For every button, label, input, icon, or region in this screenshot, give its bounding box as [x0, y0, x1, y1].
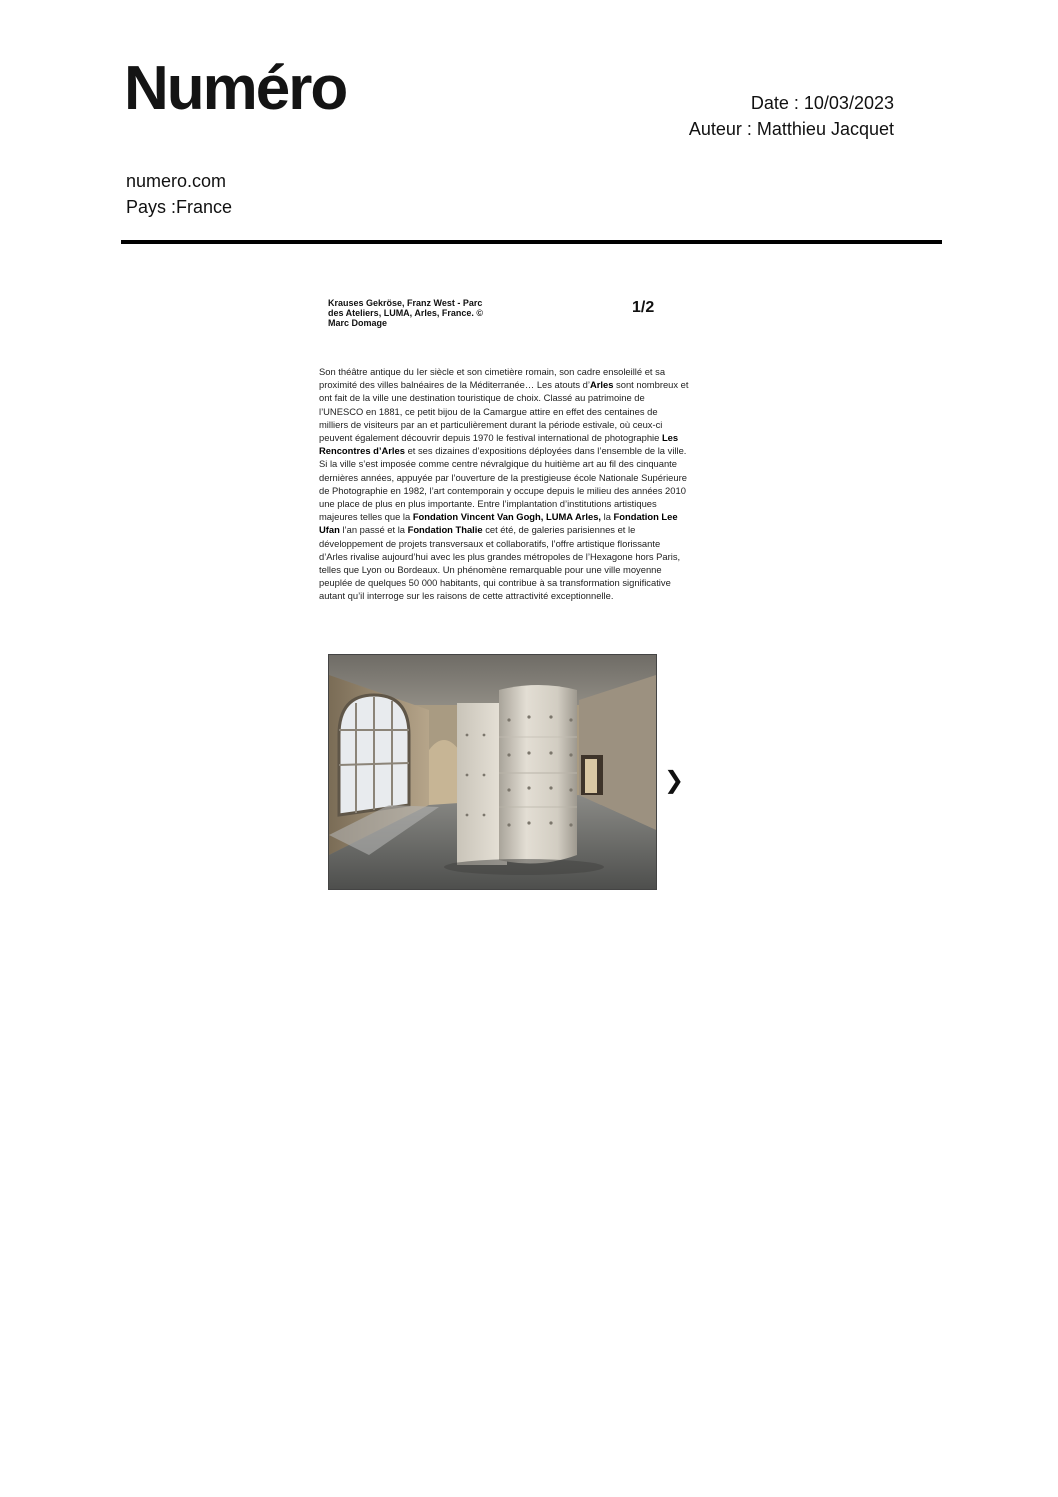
source-country: Pays :France — [126, 197, 233, 217]
article-text: et ses dizaines d’expositions déployées dans l’ensemble de la ville. Si la ville s’est imposée comme centre névralgique du huitième art au fil des cinquante dernières années, appuyée par l’ouverture de la prestigieuse école Nationale Supérieure de Photographie en 1982, l’art contemporain y occupe depuis le milieu des années 2010 une place de plus en plus importante. Entre l’implantation d’institutions artistiques majeures telles que la — [319, 445, 687, 523]
publication-logo: Numéro — [124, 54, 347, 123]
article-text: la — [601, 511, 614, 523]
article-author: Auteur : Matthieu Jacquet — [688, 119, 894, 139]
gallery-photo — [328, 654, 657, 890]
article-bold: Fondation Thalie — [407, 524, 483, 536]
publication-date: Date : 10/03/2023 — [750, 93, 894, 113]
article-bold: Les Rencontres d’Arles — [319, 432, 679, 457]
chevron-right-icon[interactable]: ❯ — [664, 767, 685, 794]
article-bold: Arles — [589, 379, 614, 391]
image-caption: Krauses Gekröse, Franz West - Parc des Ateliers, LUMA, Arles, France. © Marc Domage — [328, 298, 484, 328]
source-site: numero.com — [126, 171, 227, 191]
article-bold: Fondation Vincent Van Gogh, LUMA Arles, — [412, 511, 602, 523]
header-divider — [121, 240, 942, 244]
article-bold: Fondation Lee Ufan — [319, 511, 678, 536]
article-text: cet été, de galeries parisiennes et le développement de projets transversaux et collaboratifs, l’offre artistique florissante d’Arles rivalise aujourd’hui avec les plus grandes métropoles de l’Hexagone hors Paris, telles que Lyon ou Bordeaux. Un phénomène remarquable pour une ville moyenne peuplée de quelques 50 000 habitants, qui contribue à sa transformation significative autant qu’il interroge sur les raisons de cette attractivité exceptionnelle. — [319, 524, 681, 602]
article-text: sont nombreux et ont fait de la ville une destination touristique de choix. Classé au patrimoine de l’UNESCO en 1881, ce petit bijou de la Camargue attire en effet des centaines de milliers de visiteurs par an et particulièrement durant la période estivale, où ceux-ci peuvent également découvrir depuis 1970 le festival international de photographie — [319, 379, 689, 444]
article-body — [319, 365, 689, 603]
gallery-pager: 1/2 — [632, 299, 655, 316]
article-text: l’an passé et la — [339, 524, 408, 536]
article-meta — [689, 90, 894, 142]
source-info — [126, 168, 232, 220]
gallery-photo-illustration — [329, 655, 656, 889]
article-text: Son théâtre antique du Ier siècle et son cimetière romain, son cadre ensoleillé et sa proximité des villes balnéaires de la Méditerranée… Les atouts d’ — [319, 366, 666, 391]
